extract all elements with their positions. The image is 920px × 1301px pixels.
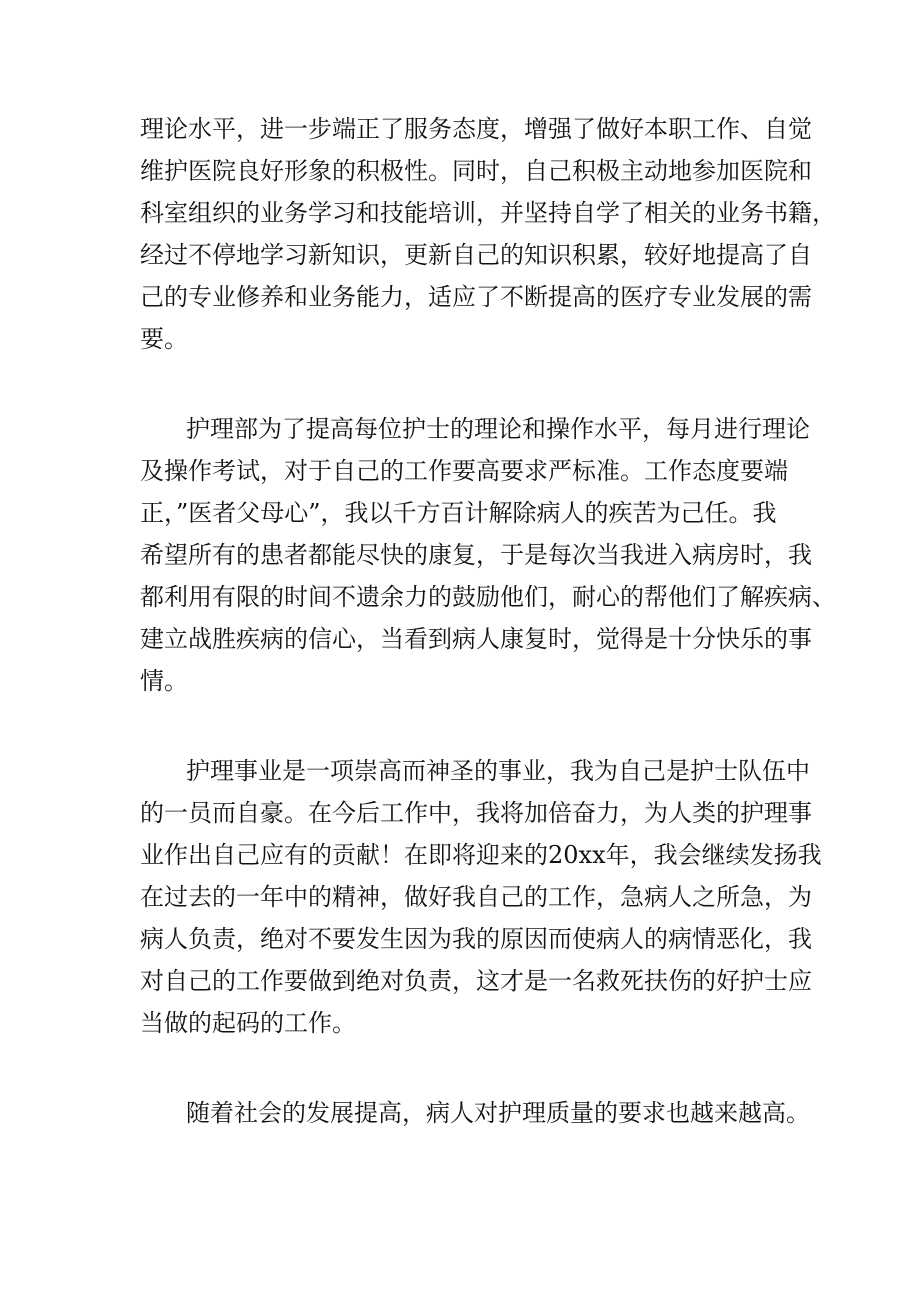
text-line: 经过不停地学习新知识，更新自己的知识积累，较好地提高了自: [140, 241, 812, 269]
text-line: 正，”医者父母心”，我以千方百计解除病人的疾苦为己任。我: [140, 499, 777, 527]
text-line: 己的专业修养和业务能力，适应了不断提高的医疗专业发展的需: [140, 283, 812, 311]
text-line: 护理事业是一项崇高而神圣的事业，我为自己是护士队伍中: [186, 757, 810, 785]
text-line: 病人负责，绝对不要发生因为我的原因而使病人的病情恶化，我: [140, 925, 812, 953]
text-line: 要。: [140, 325, 188, 353]
text-line: 理论水平，进一步端正了服务态度，增强了做好本职工作、自觉: [140, 115, 812, 143]
text-line: 随着社会的发展提高，病人对护理质量的要求也越来越高。: [186, 1099, 810, 1127]
text-line: 的一员而自豪。在今后工作中，我将加倍奋力，为人类的护理事: [140, 799, 812, 827]
text-line: 业作出自己应有的贡献！在即将迎来的20xx年，我会继续发扬我: [140, 841, 822, 869]
text-line: 都利用有限的时间不遗余力的鼓励他们，耐心的帮他们了解疾病、: [140, 583, 836, 611]
text-line: 维护医院良好形象的积极性。同时，自己积极主动地参加医院和: [140, 157, 812, 185]
text-line: 建立战胜疾病的信心，当看到病人康复时，觉得是十分快乐的事: [140, 625, 812, 653]
text-line: 护理部为了提高每位护士的理论和操作水平，每月进行理论: [186, 415, 810, 443]
text-line: 及操作考试，对于自己的工作要高要求严标准。工作态度要端: [140, 457, 788, 485]
text-line: 希望所有的患者都能尽快的康复，于是每次当我进入病房时，我: [140, 541, 812, 569]
text-line: 科室组织的业务学习和技能培训，并坚持自学了相关的业务书籍，: [140, 199, 836, 227]
text-line: 当做的起码的工作。: [140, 1009, 356, 1037]
text-line: 对自己的工作要做到绝对负责，这才是一名救死扶伤的好护士应: [140, 967, 812, 995]
text-line: 在过去的一年中的精神，做好我自己的工作，急病人之所急，为: [140, 883, 812, 911]
text-line: 情。: [140, 667, 188, 695]
